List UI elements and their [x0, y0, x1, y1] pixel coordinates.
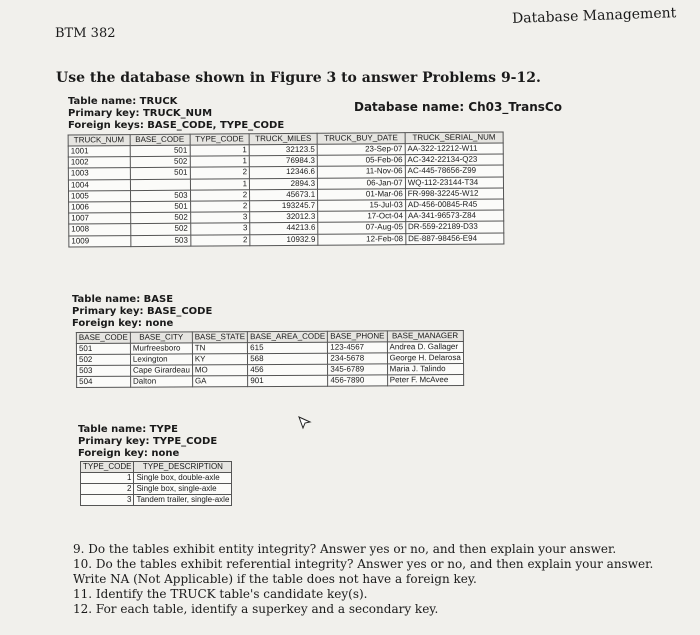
truck-primary-key: Primary key: TRUCK_NUM	[68, 108, 213, 119]
type-cell: Tandem trailer, single-axle	[134, 495, 232, 506]
base-cell: 456	[248, 364, 328, 375]
base-cell: 501	[76, 343, 130, 354]
truck-cell: 12346.6	[249, 167, 317, 179]
base-cell: MO	[192, 365, 247, 376]
truck-cell: 1	[190, 145, 250, 157]
truck-cell: 2	[190, 167, 250, 179]
question-10: 10. Do the tables exhibit referential integrity? Answer yes or no, and then explain your answer.	[73, 557, 654, 571]
base-foreign-key: Foreign key: none	[72, 318, 174, 329]
truck-cell: 15-Jul-03	[318, 200, 406, 212]
truck-cell: 2	[190, 201, 250, 213]
truck-cell: 05-Feb-06	[317, 155, 405, 167]
truck-cell: AA-341-96573-Z84	[405, 210, 503, 222]
type-table	[80, 461, 232, 506]
truck-cell: 12-Feb-08	[318, 233, 406, 245]
base-column-header: BASE_CITY	[130, 332, 192, 343]
truck-cell: 1007	[69, 213, 131, 225]
base-cell: George H. Delarosa	[387, 352, 463, 363]
type-cell: Single box, single-axle	[134, 484, 232, 495]
base-cell: Maria J. Talindo	[387, 363, 463, 374]
truck-cell: WQ-112-23144-T34	[405, 177, 503, 189]
truck-cell: 1005	[69, 190, 131, 202]
truck-cell: AA-322-12212-W11	[405, 143, 503, 155]
database-name: Database name: Ch03_TransCo	[354, 100, 562, 114]
truck-foreign-keys: Foreign keys: BASE_CODE, TYPE_CODE	[68, 120, 285, 131]
truck-cell: 17-Oct-04	[318, 211, 406, 223]
truck-cell: 1	[190, 156, 250, 168]
type-table-row	[81, 495, 232, 506]
base-cell: 568	[248, 353, 328, 364]
course-code: BTM 382	[55, 26, 116, 41]
truck-column-header: TRUCK_NUM	[68, 135, 130, 146]
truck-cell: AD-456-00845-R45	[405, 199, 503, 211]
question-9: 9. Do the tables exhibit entity integrity? Answer yes or no, and then explain your answer.	[73, 542, 617, 556]
truck-column-header: BASE_CODE	[130, 134, 190, 145]
truck-cell: 502	[130, 223, 190, 235]
truck-cell: 32012.3	[250, 211, 318, 223]
base-cell: Murfreesboro	[130, 343, 192, 354]
subject-title: Database Management	[511, 5, 677, 27]
truck-cell: 07-Aug-05	[318, 222, 406, 234]
truck-cell: AC-445-78656-Z99	[405, 165, 503, 177]
truck-cell: 76984.3	[249, 155, 317, 167]
truck-cell: 1006	[69, 202, 131, 214]
question-11: 11. Identify the TRUCK table's candidate key(s).	[73, 587, 368, 601]
type-foreign-key: Foreign key: none	[78, 448, 180, 459]
truck-cell: 1003	[68, 168, 130, 180]
base-cell: KY	[192, 354, 247, 365]
truck-cell: 2	[190, 190, 250, 202]
truck-cell: 503	[130, 190, 190, 202]
instruction-text: Use the database shown in Figure 3 to answer Problems 9-12.	[56, 70, 541, 86]
truck-table-name: Table name: TRUCK	[68, 96, 178, 107]
base-column-header: BASE_AREA_CODE	[248, 331, 328, 342]
truck-cell: 502	[130, 212, 190, 224]
truck-cell: 501	[130, 201, 190, 213]
truck-cell: 1009	[69, 235, 131, 247]
truck-cell: DE-887-98456-E94	[406, 232, 504, 244]
truck-cell: 502	[130, 156, 190, 168]
truck-table-meta	[68, 96, 284, 132]
truck-cell	[130, 179, 190, 191]
truck-cell: 193245.7	[250, 200, 318, 212]
base-cell: Lexington	[130, 354, 192, 365]
base-table-name: Table name: BASE	[72, 294, 174, 305]
type-cell: Single box, double-axle	[134, 473, 232, 484]
truck-cell: 01-Mar-06	[318, 188, 406, 200]
truck-cell: 06-Jan-07	[318, 177, 406, 189]
base-table-meta	[72, 294, 212, 330]
truck-cell: 44213.6	[250, 223, 318, 235]
base-cell: 502	[76, 354, 130, 365]
base-table-row	[77, 374, 464, 387]
question-12: 12. For each table, identify a superkey and a secondary key.	[73, 602, 439, 616]
truck-column-header: TRUCK_BUY_DATE	[317, 133, 405, 145]
base-cell: Peter F. McAvee	[387, 374, 463, 385]
type-column-header: TYPE_DESCRIPTION	[134, 462, 232, 473]
truck-cell: 1004	[68, 179, 130, 191]
base-cell: Andrea D. Gallager	[387, 341, 463, 352]
base-cell: 504	[77, 376, 131, 387]
truck-cell: 3	[190, 223, 250, 235]
truck-cell: 32123.5	[249, 144, 317, 156]
type-cell: 3	[81, 495, 134, 506]
truck-cell: 1002	[68, 157, 130, 169]
truck-cell: 501	[130, 145, 190, 157]
base-cell: 123-4567	[328, 342, 387, 353]
base-cell: 234-5678	[328, 353, 387, 364]
base-cell: 615	[248, 342, 328, 353]
questions-list	[73, 542, 653, 617]
base-cell: Dalton	[130, 376, 192, 387]
truck-cell: 3	[190, 212, 250, 224]
base-cell: 456-7890	[328, 375, 387, 386]
type-primary-key: Primary key: TYPE_CODE	[78, 436, 218, 447]
truck-table	[68, 131, 505, 247]
base-primary-key: Primary key: BASE_CODE	[72, 306, 213, 317]
truck-cell: 2894.3	[250, 178, 318, 190]
type-table-row	[81, 473, 232, 484]
type-column-header: TYPE_CODE	[81, 462, 134, 473]
base-cell: 901	[248, 375, 328, 386]
truck-cell: 2	[190, 234, 250, 246]
mouse-pointer-icon	[298, 416, 312, 430]
truck-cell: 1001	[68, 146, 130, 158]
truck-cell: FR-998-32245-W12	[405, 188, 503, 200]
base-cell: TN	[192, 343, 247, 354]
truck-table-row	[69, 232, 504, 246]
base-column-header: BASE_PHONE	[328, 331, 387, 342]
base-cell: GA	[192, 376, 247, 387]
truck-cell: 1	[190, 178, 250, 190]
type-cell: 1	[81, 473, 134, 484]
truck-cell: 503	[130, 235, 190, 247]
truck-cell: AC-342-22134-Q23	[405, 154, 503, 166]
truck-cell: 501	[130, 168, 190, 180]
base-cell: 345-6789	[328, 364, 387, 375]
base-cell: Cape Girardeau	[130, 365, 192, 376]
type-table-row	[81, 484, 232, 495]
truck-cell: 11-Nov-06	[317, 166, 405, 178]
type-cell: 2	[81, 484, 134, 495]
truck-column-header: TRUCK_MILES	[249, 133, 317, 144]
base-table	[76, 330, 464, 388]
question-10-note: Write NA (Not Applicable) if the table does not have a foreign key.	[73, 572, 477, 586]
truck-cell: 1008	[69, 224, 131, 236]
base-column-header: BASE_CODE	[76, 332, 130, 343]
truck-cell: 23-Sep-07	[317, 144, 405, 156]
base-column-header: BASE_STATE	[192, 332, 247, 343]
truck-cell: DR-559-22189-D33	[405, 221, 503, 233]
base-column-header: BASE_MANAGER	[387, 330, 463, 341]
truck-cell: 10932.9	[250, 234, 318, 246]
type-table-meta	[78, 424, 217, 460]
type-table-name: Table name: TYPE	[78, 424, 178, 435]
base-cell: 503	[77, 365, 131, 376]
truck-cell: 45673.1	[250, 189, 318, 201]
truck-column-header: TRUCK_SERIAL_NUM	[405, 132, 503, 144]
truck-column-header: TYPE_CODE	[190, 134, 250, 145]
